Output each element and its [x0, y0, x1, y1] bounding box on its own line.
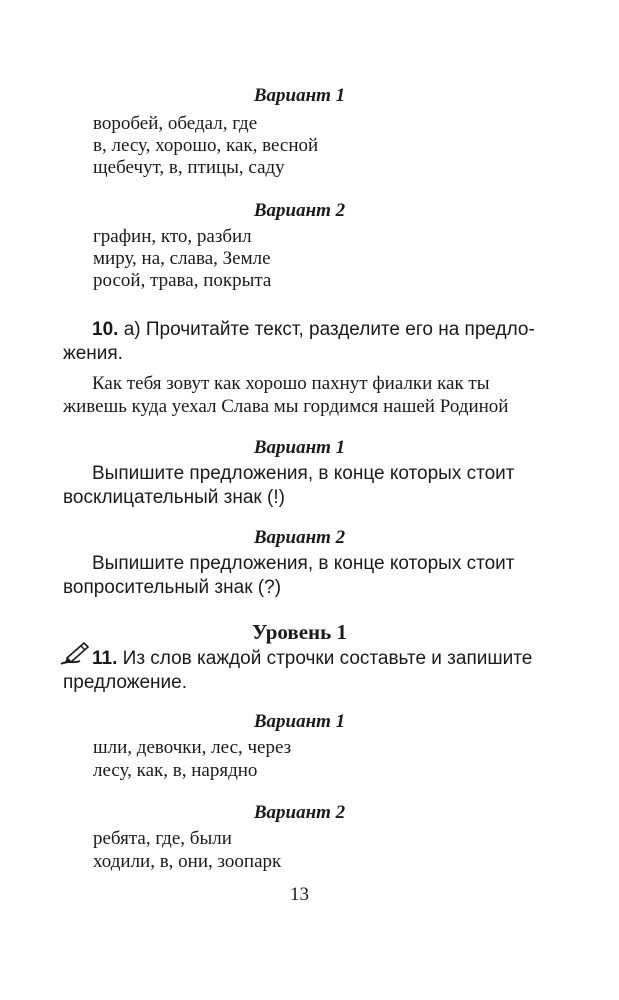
variant-2-heading: Вариант 2 — [253, 802, 346, 823]
word-line: ходили, в, они, зоопарк — [93, 851, 282, 872]
variant-2-heading: Вариант 2 — [253, 200, 346, 221]
task-instruction-line: а) Прочитайте текст, разделите его на предло- — [123, 319, 535, 340]
word-line: ребята, где, были — [93, 828, 232, 849]
word-line: графин, кто, разбил — [93, 226, 252, 247]
task-11-instruction — [63, 647, 539, 695]
instruction-line: восклицательный знак (!) — [63, 487, 285, 508]
text-line: живешь куда уехал Слава мы гордимся нашей Родиной — [63, 396, 509, 417]
variant-2-heading: Вариант 2 — [253, 527, 346, 548]
instruction-line: Выпишите предложения, в конце которых стоит — [92, 463, 515, 484]
task-number: 10. — [92, 319, 119, 340]
variant-1-heading: Вариант 1 — [253, 85, 346, 106]
text-line: Как тебя зовут как хорошо пахнут фиалки как ты — [92, 373, 490, 394]
word-line: лесу, как, в, нарядно — [93, 760, 258, 781]
page-number: 13 — [290, 884, 309, 905]
task-10-instruction — [63, 318, 539, 366]
instruction-line: вопросительный знак (?) — [63, 577, 282, 598]
variant-1-instruction — [63, 462, 539, 510]
word-line: щебечут, в, птицы, саду — [93, 157, 285, 178]
level-heading: Уровень 1 — [252, 620, 347, 644]
task-number: 11. — [92, 648, 118, 669]
task-10-text — [63, 372, 539, 418]
word-line: миру, на, слава, Земле — [93, 248, 271, 269]
word-line: шли, девочки, лес, через — [93, 737, 292, 758]
word-line: в, лесу, хорошо, как, весной — [93, 135, 319, 156]
word-line: росой, трава, покрыта — [93, 270, 272, 291]
variant-1-heading: Вариант 1 — [253, 437, 346, 458]
variant-2-instruction — [63, 552, 539, 600]
variant-1-heading: Вариант 1 — [253, 711, 346, 732]
word-line: воробей, обедал, где — [93, 113, 258, 134]
task-instruction-line: Из слов каждой строчки составьте и запишите — [122, 648, 533, 669]
task-instruction-line: жения. — [63, 343, 123, 364]
task-instruction-line: предложение. — [63, 672, 187, 693]
instruction-line: Выпишите предложения, в конце которых стоит — [92, 553, 515, 574]
